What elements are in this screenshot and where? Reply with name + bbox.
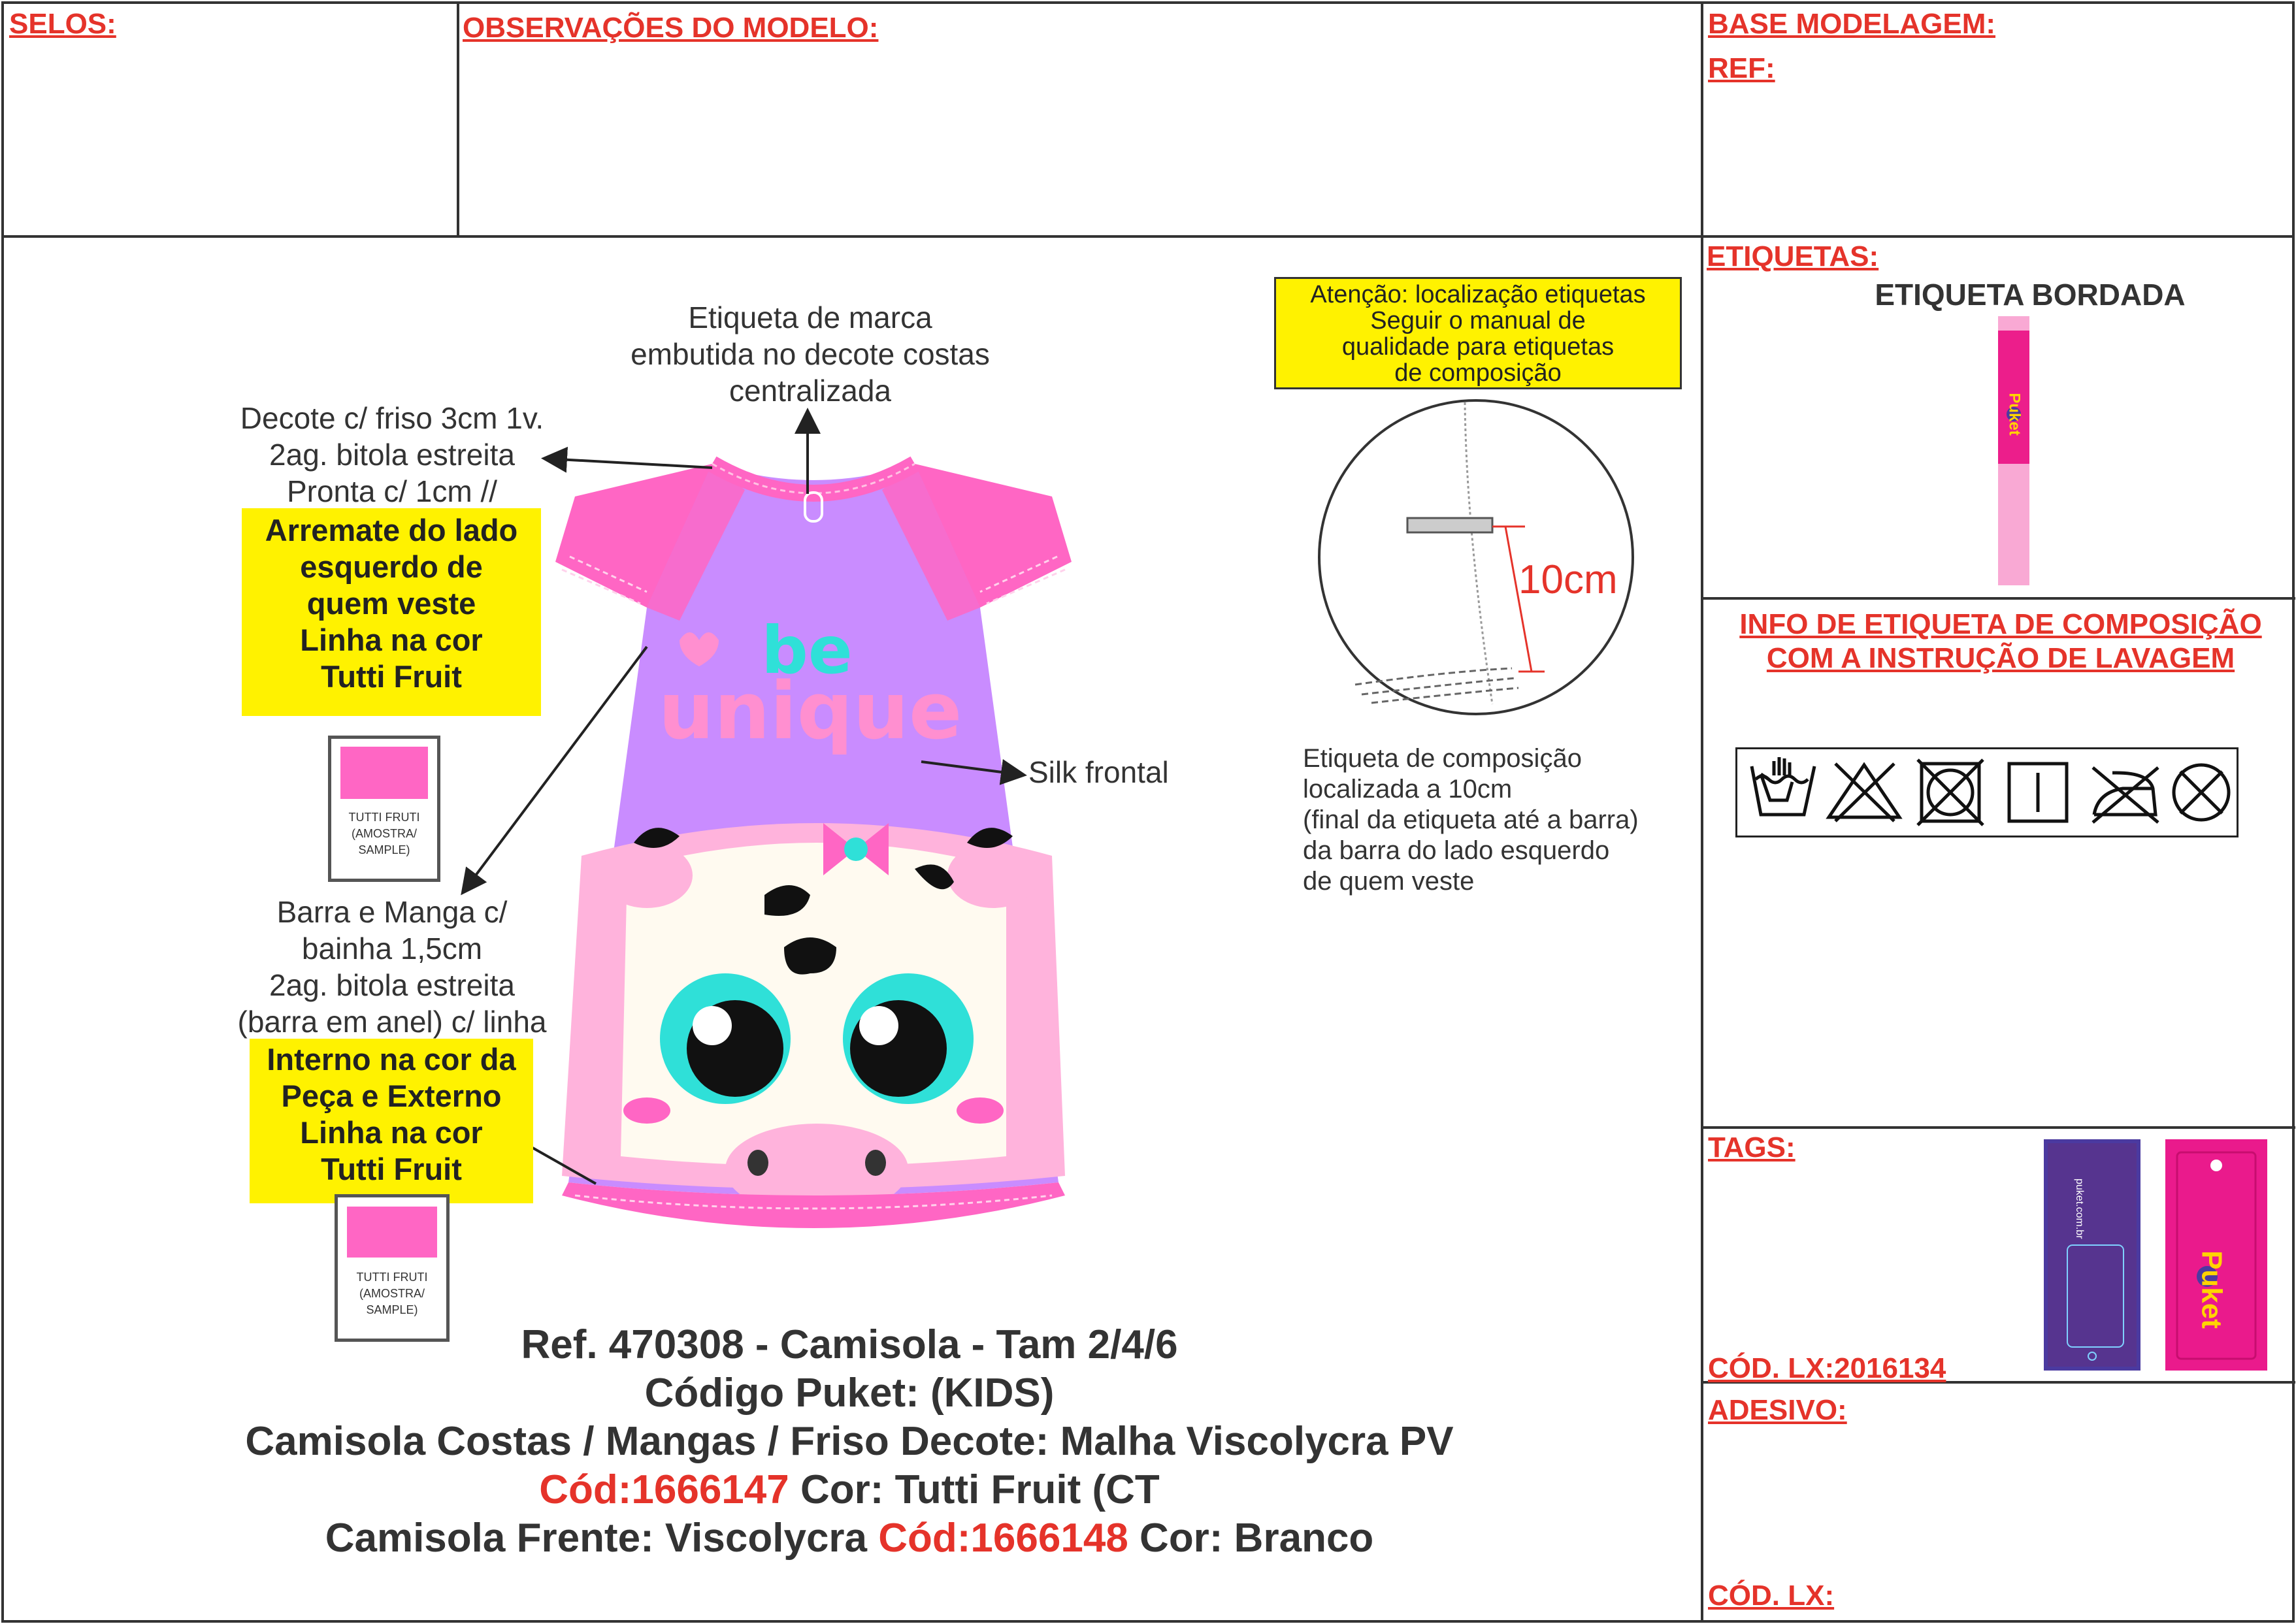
title-line2: Código Puket: (KIDS) — [644, 1371, 1055, 1416]
decote-hl-line2: esquerdo de — [300, 549, 483, 584]
title-line1: Ref. 470308 - Camisola - Tam 2/4/6 — [521, 1322, 1178, 1367]
title-line5 — [0, 1514, 1699, 1563]
brand-label-woven — [1998, 316, 2029, 585]
no-bleach-icon — [1829, 764, 1899, 821]
info-etiqueta-title — [1703, 608, 2296, 675]
title-line4 — [0, 1466, 1699, 1514]
atencao-line2: Seguir o manual de — [1370, 307, 1586, 334]
atencao-line1: Atenção: localização etiquetas — [1310, 281, 1646, 308]
composicao-line1: Etiqueta de composição — [1303, 744, 1582, 773]
atencao-line3: qualidade para etiquetas — [1341, 333, 1615, 361]
color-swatch-1 — [328, 736, 440, 882]
brand-logo-text: Puket — [2005, 393, 2024, 436]
info-title-line2: COM A INSTRUÇÃO DE LAVAGEM — [1766, 642, 2235, 674]
barra-hl-line3: Linha na cor — [300, 1115, 483, 1150]
decote-hl-line1: Arremate do lado — [265, 513, 518, 547]
hand-wash-icon — [1752, 757, 1814, 815]
composicao-line5: de quem veste — [1303, 867, 1475, 896]
tag-brand-text: Puket — [2195, 1250, 2228, 1329]
composicao-line3: (final da etiqueta até a barra) — [1303, 805, 1639, 834]
etiqueta-bordada-title: ETIQUETA BORDADA — [1875, 278, 2186, 312]
info-title-line1: INFO DE ETIQUETA DE COMPOSIÇÃO — [1739, 608, 2262, 640]
selos-label: SELOS: — [9, 8, 116, 40]
composicao-line4: da barra do lado esquerdo — [1303, 836, 1610, 865]
no-iron-icon — [2093, 768, 2158, 822]
atencao-box — [1274, 277, 1682, 389]
decote-hl-line4: Linha na cor — [300, 623, 483, 657]
swatch2-line3: SAMPLE) — [366, 1303, 418, 1316]
barra-line4: (barra em anel) c/ linha — [237, 1005, 547, 1039]
title-line5-a: Camisola Frente: Viscolycra — [325, 1516, 879, 1561]
divider-etiquetas — [1701, 597, 2295, 600]
composicao-line2: localizada a 10cm — [1303, 775, 1513, 804]
hang-tag-front — [2165, 1139, 2267, 1371]
decote-line2: 2ag. bitola estreita — [269, 438, 515, 472]
barra-highlight-box — [250, 1039, 533, 1203]
etiquetas-label: ETIQUETAS: — [1707, 240, 1879, 272]
annotation-composicao — [1303, 743, 1639, 897]
swatch2-line2: (AMOSTRA/ — [359, 1287, 425, 1300]
decote-line3: Pronta c/ 1cm // — [286, 474, 498, 508]
etiqueta-marca-line3: centralizada — [729, 374, 892, 408]
tag-url-text: puket.com.br — [2074, 1178, 2085, 1239]
line-dry-icon — [2009, 764, 2067, 821]
title-code-costas: Cód:1666147 — [539, 1467, 789, 1512]
cod-lx-adesivo: CÓD. LX: — [1708, 1580, 1835, 1612]
annotation-silk: Silk frontal — [1028, 755, 1169, 789]
swatch2-line1: TUTTI FRUTI — [356, 1271, 428, 1284]
annotation-barra — [196, 894, 588, 1040]
swatch1-line1: TUTTI FRUTI — [348, 811, 420, 824]
barra-hl-line1: Interno na cor da — [267, 1042, 516, 1077]
barra-line3: 2ag. bitola estreita — [269, 968, 515, 1002]
print-word-unique: unique — [658, 666, 962, 757]
no-dry-clean-icon — [2174, 765, 2229, 820]
title-line4-rest: Cor: Tutti Fruit (CT — [789, 1467, 1160, 1512]
etiqueta-marca-line2: embutida no decote costas — [631, 337, 990, 371]
barra-line2: bainha 1,5cm — [301, 932, 483, 966]
divider-tags — [1701, 1126, 2295, 1129]
tags-label: TAGS: — [1708, 1131, 1796, 1163]
adesivo-label: ADESIVO: — [1708, 1394, 1847, 1426]
title-code-frente: Cód:1666148 — [878, 1516, 1128, 1561]
barra-hl-line4: Tutti Fruit — [321, 1152, 462, 1186]
atencao-line4: de composição — [1394, 359, 1562, 387]
annotation-decote — [196, 400, 588, 510]
cod-lx-tags: CÓD. LX:2016134 — [1708, 1352, 1946, 1384]
decote-hl-line5: Tutti Fruit — [321, 659, 462, 694]
swatch1-line3: SAMPLE) — [358, 843, 410, 856]
hang-tag-back — [2044, 1139, 2140, 1371]
color-swatch-2 — [335, 1194, 450, 1342]
etiqueta-marca-line1: Etiqueta de marca — [688, 300, 932, 334]
print-word-be: be — [761, 612, 853, 689]
swatch1-line2: (AMOSTRA/ — [351, 827, 417, 840]
measure-label: 10cm — [1518, 557, 1618, 602]
ref-label: REF: — [1708, 52, 1775, 84]
no-tumble-dry-icon — [1918, 760, 1983, 825]
title-line3: Camisola Costas / Mangas / Friso Decote: Malha Viscolycra PV — [245, 1419, 1454, 1464]
title-line5-b: Cor: Branco — [1128, 1516, 1374, 1561]
label-position-detail — [1316, 397, 1636, 717]
care-symbols-panel — [1735, 747, 2239, 837]
observacoes-label: OBSERVAÇÕES DO MODELO: — [463, 12, 879, 44]
barra-line1: Barra e Manga c/ — [276, 895, 508, 929]
barra-hl-line2: Peça e Externo — [281, 1079, 502, 1113]
decote-line1: Decote c/ friso 3cm 1v. — [240, 401, 544, 435]
divider-sidebar — [1701, 1, 1703, 1623]
base-modelagem-label: BASE MODELAGEM: — [1708, 8, 1995, 40]
decote-highlight-box — [242, 508, 541, 716]
annotation-etiqueta-marca — [575, 299, 1045, 409]
decote-hl-line3: quem veste — [306, 586, 476, 621]
